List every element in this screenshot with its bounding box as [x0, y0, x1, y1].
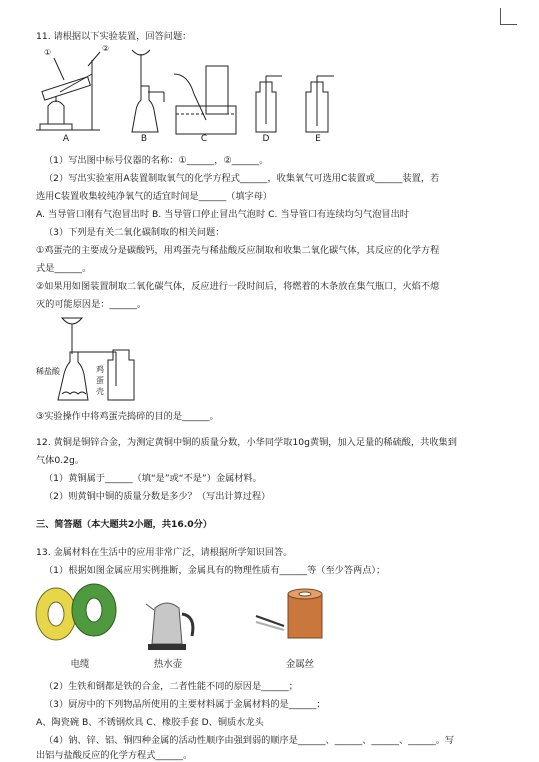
- q13-part3-options: A、陶瓷碗 B、不锈钢炊具 C、橡胶手套 D、铜质水龙头: [36, 717, 264, 728]
- section-heading: 三、简答题（本大题共2小题，共16.0分）: [36, 519, 213, 530]
- caption-cable: 电缆: [70, 659, 90, 670]
- label-egg-1: 鸡: [96, 365, 104, 374]
- q11-part3c: ③实验操作中将鸡蛋壳捣碎的目的是______。: [36, 411, 219, 422]
- apparatus-label-a: A: [62, 134, 70, 144]
- label-egg-2: 蛋: [96, 376, 104, 385]
- q12-part1: （1）黄铜属于______（填“是”或“不是”）金属材料。: [44, 473, 262, 484]
- kettle-image: [146, 603, 193, 650]
- q13-part3: （3）厨房中的下列物品所使用的主要材料属于金属材料的是______；: [44, 699, 326, 710]
- q11-part3: （3）下列是有关二氧化碳制取的相关问题：: [44, 227, 225, 238]
- q13-part2: （2）生铁和钢都是铁的合金，二者性能不同的原因是______；: [44, 681, 298, 692]
- marker-2: ②: [102, 44, 110, 53]
- q12-stem-line1: 12. 黄铜是铜锌合金，为测定黄铜中铜的质量分数，小华同学取10g黄铜，加入足量的稀硫酸，共收集到: [36, 437, 457, 448]
- q11-part2-line1: （2）写出实验室用A装置制取氧气的化学方程式______，收集氧气可选用C装置或______装置，若: [44, 173, 440, 184]
- q11-part2-options: A. 当导管口刚有气泡冒出时 B. 当导管口停止冒出气泡时 C. 当导管口有连续均匀气泡冒出时: [36, 209, 409, 220]
- q11-part2-line2: 选用C装置收集较纯净氧气的适宜时间是______（填字母）: [36, 191, 273, 202]
- q11-part1: （1）写出图中标号仪器的名称：①______，②______。: [44, 155, 269, 166]
- corner-crop-mark: [500, 8, 517, 25]
- q11-part3b-line1: ②如果用如图装置制取二氧化碳气体，反应进行一段时间后，将燃着的木条放在集气瓶口，火焰不熄: [36, 281, 440, 292]
- cable-image: [36, 584, 116, 640]
- apparatus-drawing: [30, 44, 350, 142]
- q12-stem-line2: 气体0.2g。: [36, 455, 85, 466]
- marker-1: ①: [44, 48, 52, 57]
- metal-applications-figure: [30, 580, 350, 670]
- q11-part3b-line2: 灭的可能原因是：______。: [36, 299, 147, 310]
- q12-part2: （2）则黄铜中铜的质量分数是多少？（写出计算过程）: [44, 491, 271, 502]
- wire-image: [256, 589, 322, 638]
- label-dilute-hcl: 稀盐酸: [36, 367, 60, 376]
- label-egg-3: 壳: [96, 387, 104, 396]
- q13-part4-line2: 出铝与盐酸反应的化学方程式______。: [36, 750, 193, 761]
- apparatus-label-e: E: [315, 134, 321, 144]
- apparatus-label-d: D: [262, 134, 270, 144]
- apparatus-label-b: B: [140, 134, 148, 144]
- q11-stem: 11. 请根据以下实验装置，回答问题：: [36, 31, 192, 42]
- co2-apparatus-figure: [36, 314, 156, 404]
- caption-wire: 金属丝: [285, 659, 315, 670]
- q11-part3a-line1: ①鸡蛋壳的主要成分是碳酸钙，用鸡蛋壳与稀盐酸反应制取和收集二氧化碳气体，其反应的化学方程: [36, 245, 440, 256]
- q13-part1: （1）根据如图金属应用实例推断，金属具有的物理性质有______等（至少答两点）；: [44, 565, 386, 576]
- q11-part3a-line2: 式是______。: [36, 263, 92, 274]
- q13-part4-line1: （4）钠、锌、铝、铜四种金属的活动性顺序由强到弱的顺序是______、______、______、______。写: [44, 735, 455, 746]
- caption-kettle: 热水壶: [153, 659, 183, 670]
- apparatus-figure: [30, 44, 350, 142]
- apparatus-label-c: C: [200, 134, 208, 144]
- q13-stem: 13. 金属材料在生活中的应用非常广泛，请根据所学知识回答。: [36, 547, 293, 558]
